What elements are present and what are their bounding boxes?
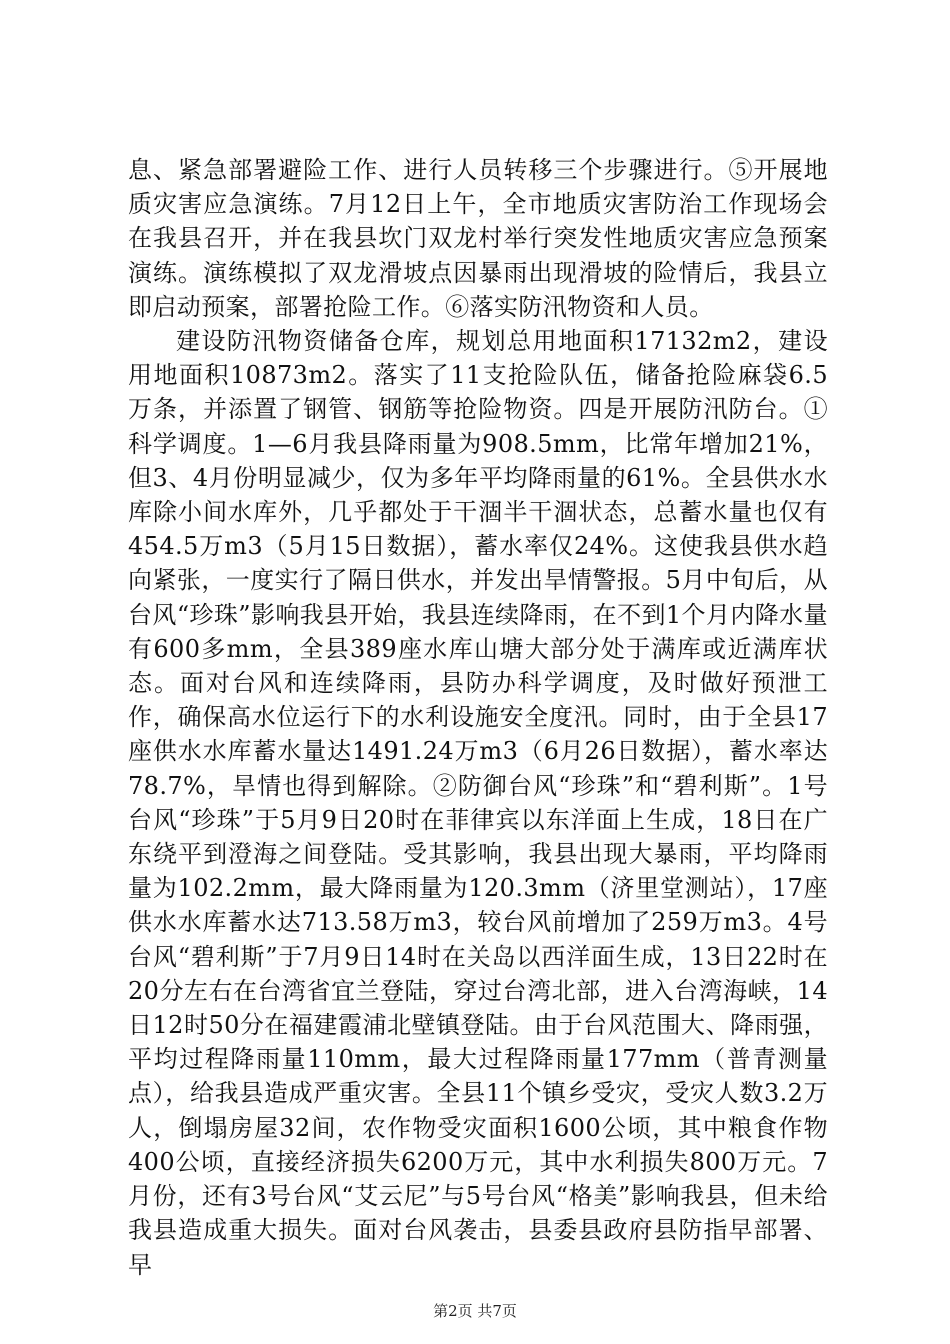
paragraph-2: 建设防汛物资储备仓库，规划总用地面积17132m2，建设用地面积10873m2。落实了11支抢险队伍，储备抢险麻袋6.5万条，并添置了钢管、钢筋等抢险物资。四是开展防汛防台。①科学调度。1—6月我县降雨量为908.5mm，比常年增加21%，但3、4月份明显减少，仅为多年平均降雨量的61%。全县供水水库除小间水库外，几乎都处于干涸半干涸状态，总蓄水量也仅有454.5万m3（5月15日数据），蓄水率仅24%。这使我县供水趋向紧张，一度实行了隔日供水，并发出旱情警报。5月中旬后，从台风“珍珠”影响我县开始，我县连续降雨，在不到1个月内降水量有600多mm，全县389座水库山塘大部分处于满库或近满库状态。面对台风和连续降雨，县防办科学调度，及时做好预泄工作，确保高水位运行下的水利设施安全度汛。同时，由于全县17座供水水库蓄水量达1491.24万m3（6月26日数据），蓄水率达78.7%，旱情也得到解除。②防御台风“珍珠”和“碧利斯”。1号台风“珍珠”于5月9日20时在菲律宾以东洋面上生成，18日在广东绕平到澄海之间登陆。受其影响，我县出现大暴雨，平均降雨量为102.2mm，最大降雨量为120.3mm（济里堂测站），17座供水水库蓄水达713.58万m3，较台风前增加了259万m3。4号台风“碧利斯”于7月9日14时在关岛以西洋面生成，13日22时在20分左右在台湾省宜兰登陆，穿过台湾北部，进入台湾海峡，14日12时50分在福建霞浦北壁镇登陆。由于台风范围大、降雨强，平均过程降雨量110mm，最大过程降雨量177mm（普青测量点），给我县造成严重灾害。全县11个镇乡受灾，受灾人数3.2万人，倒塌房屋32间，农作物受灾面积1600公顷，其中粮食作物400公顷，直接经济损失6200万元，其中水利损失800万元。7月份，还有3号台风“艾云尼”与5号台风“格美”影响我县，但未给我县造成重大损失。面对台风袭击，县委县政府县防指早部署、早 bbox=[128, 327, 828, 1279]
document-body bbox=[128, 153, 828, 1282]
paragraph-1: 息、紧急部署避险工作、进行人员转移三个步骤进行。⑤开展地质灾害应急演练。7月12日上午，全市地质灾害防治工作现场会在我县召开，并在我县坎门双龙村举行突发性地质灾害应急预案演练。演练模拟了双龙滑坡点因暴雨出现滑坡的险情后，我县立即启动预案，部署抢险工作。⑥落实防汛物资和人员。 bbox=[128, 156, 828, 321]
page-footer: 第2页 共7页 bbox=[433, 1302, 517, 1320]
